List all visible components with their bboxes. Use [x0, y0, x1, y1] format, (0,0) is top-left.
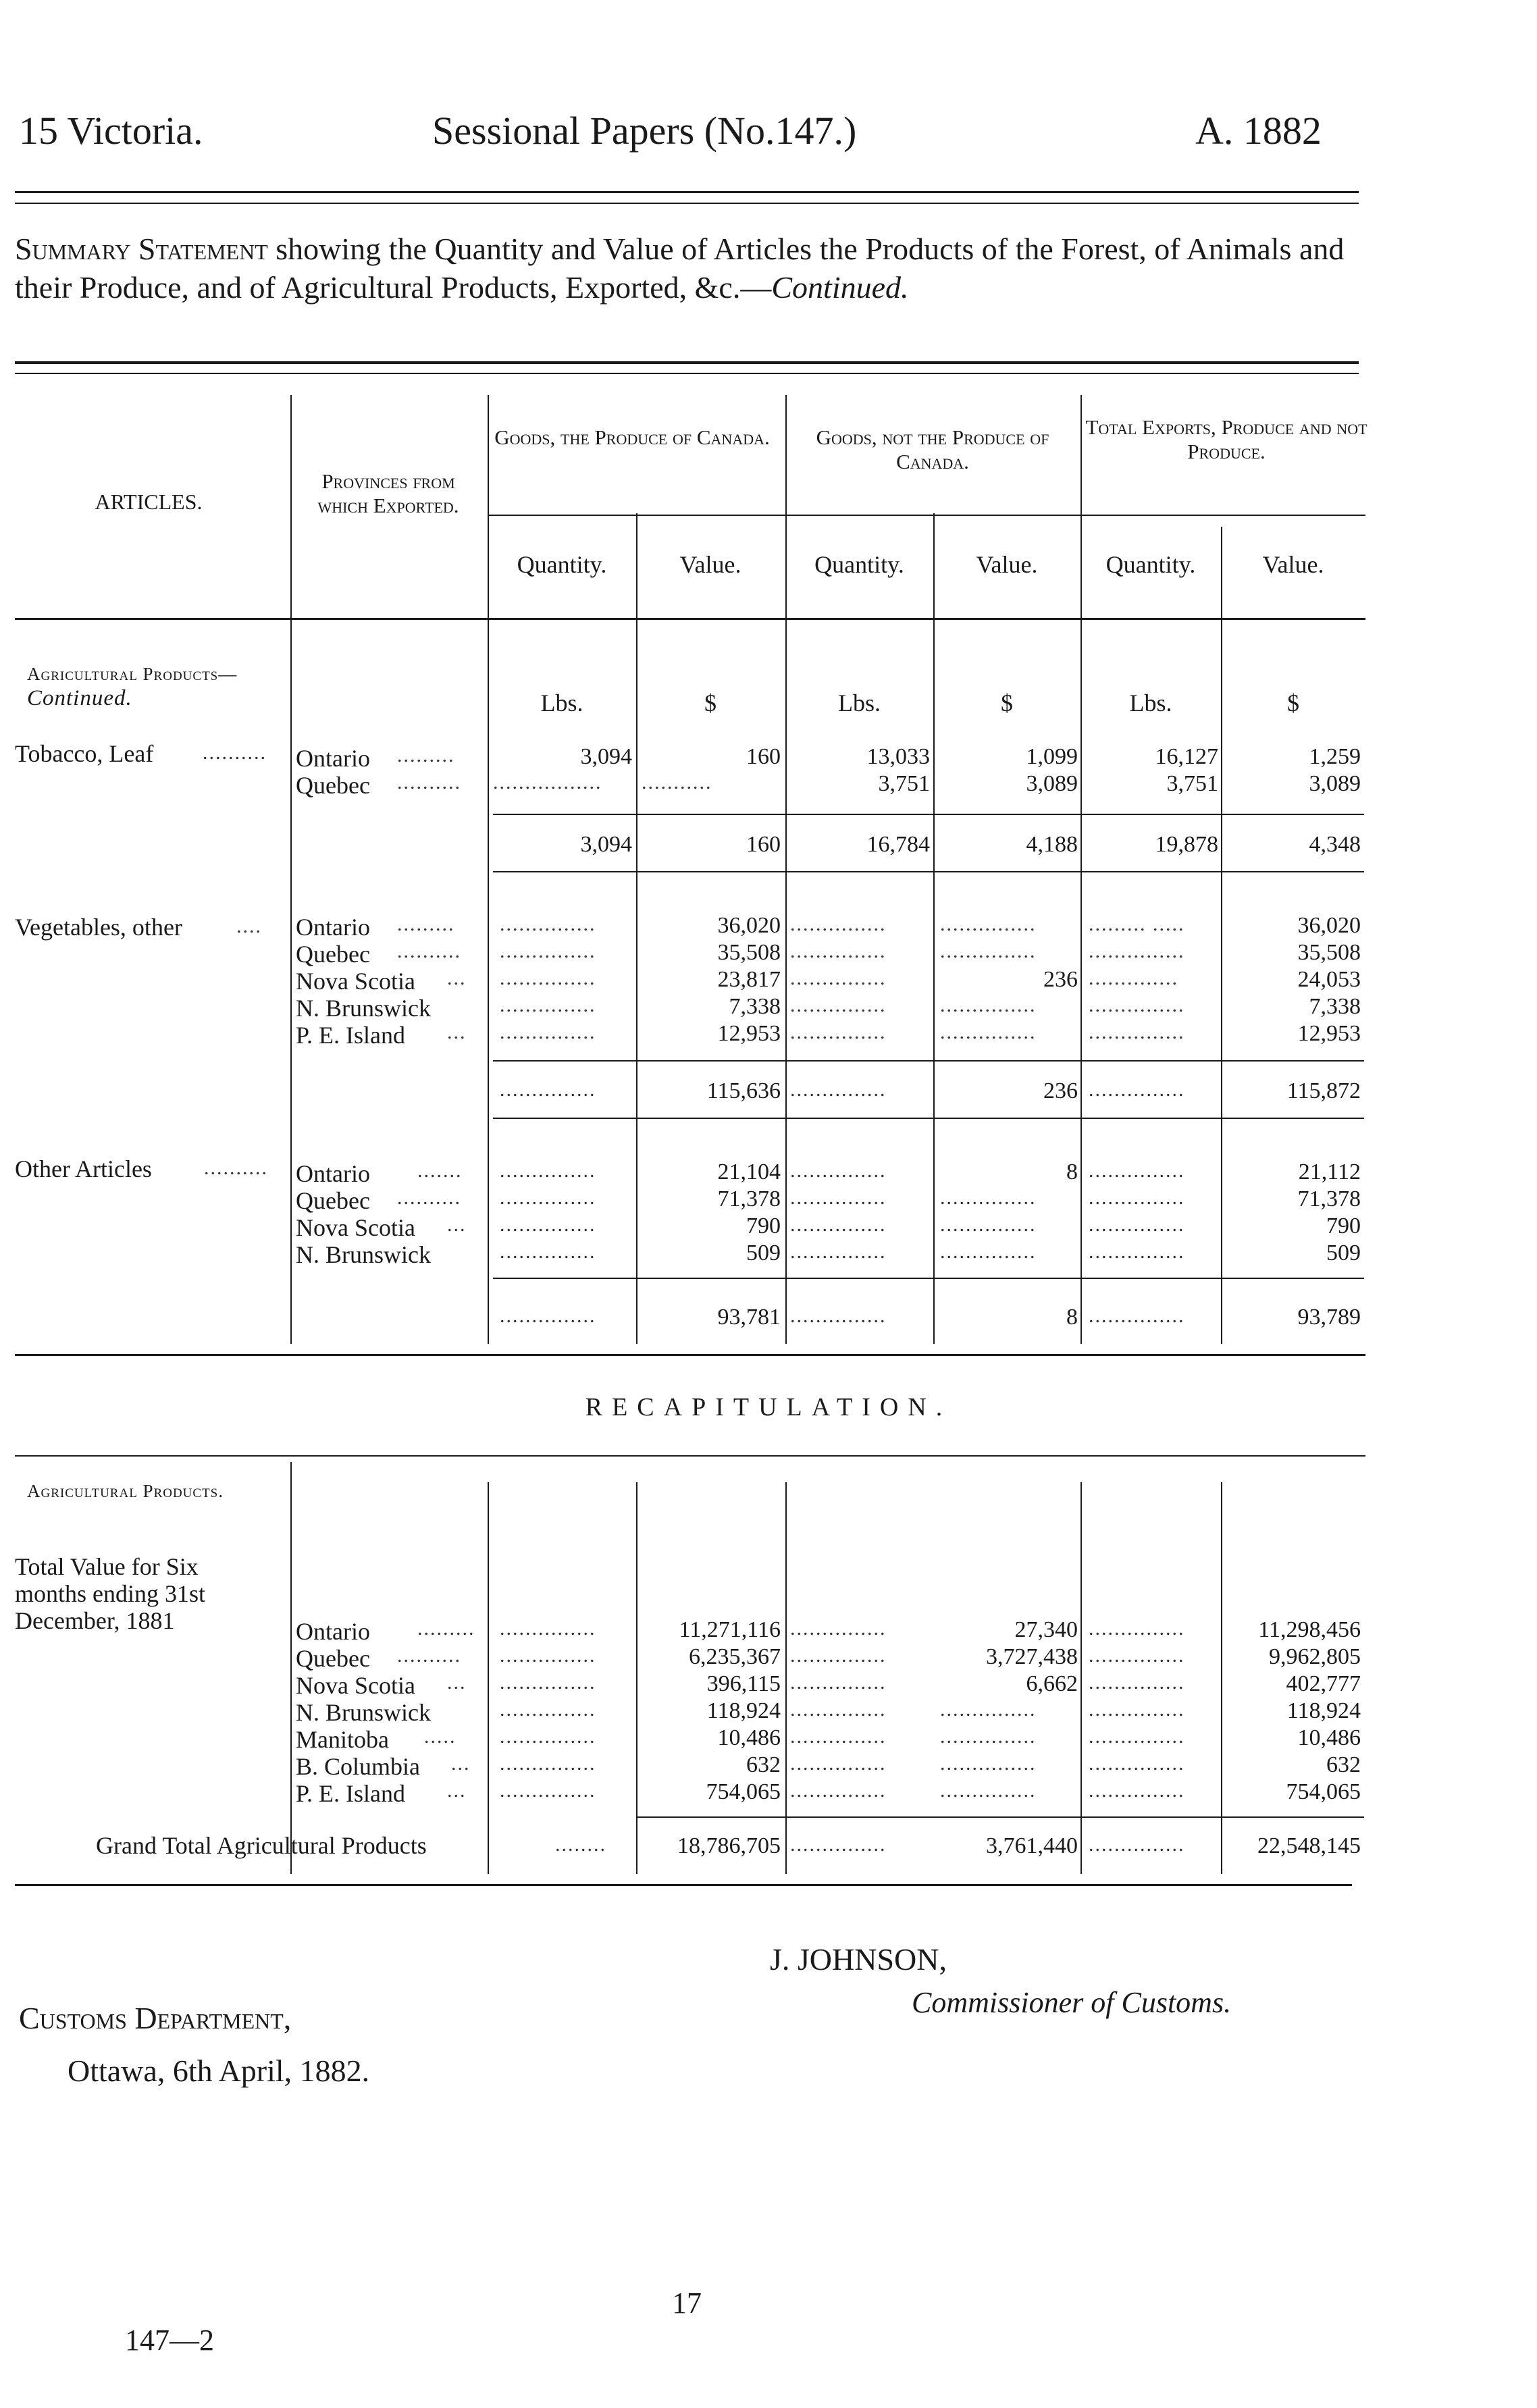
head-sub-rule [488, 515, 1365, 516]
leader-dots: ... [447, 1671, 467, 1694]
subtotal-rule [493, 1278, 1364, 1279]
cell-value: 7,338 [729, 994, 781, 1019]
subtotal-cell: 19,878 [1155, 832, 1218, 857]
col-header-goods-canada: Goods, the Produce of Canada. [494, 425, 770, 449]
signatory-title: Commissioner of Customs. [912, 1986, 1232, 2019]
col-divider [488, 395, 489, 1344]
unit-label: $ [1001, 689, 1013, 716]
cell-value: 9,962,805 [1269, 1644, 1361, 1669]
province-name: P. E. Island [296, 1780, 405, 1807]
header-center: Sessional Papers (No.147.) [432, 109, 857, 153]
leader-dots: .............. [1089, 967, 1178, 989]
leader-dots: ............... [1089, 1078, 1185, 1101]
leader-dots: ............... [790, 967, 887, 989]
cell-quantity: 3,751 [878, 771, 930, 796]
subtotal-cell: 4,188 [1026, 832, 1078, 857]
leader-dots: ............... [500, 940, 596, 962]
leader-dots: ............... [790, 1698, 887, 1721]
grand-total-cell: 22,548,145 [1257, 1833, 1361, 1858]
cell-value: 402,777 [1286, 1671, 1361, 1696]
col-divider [933, 513, 935, 1344]
province-name: Nova Scotia [296, 1672, 415, 1699]
unit-label: Lbs. [1129, 689, 1172, 716]
header-rule-2 [15, 203, 1359, 204]
cell-value: 754,065 [1286, 1779, 1361, 1804]
leader-dots: ............... [940, 1779, 1037, 1802]
leader-dots: ............... [500, 1240, 596, 1263]
recap-bottom-rule [15, 1884, 1352, 1886]
col-header-total-exports: Total Exports, Produce and not Produce. [1085, 415, 1367, 463]
province-name: Quebec [296, 1187, 370, 1214]
grand-total-cell: 3,761,440 [986, 1833, 1078, 1858]
leader-dots: ............... [790, 913, 887, 935]
province-name: Quebec [296, 1645, 370, 1672]
leader-dots: ............... [790, 994, 887, 1016]
subtotal-cell: 236 [1043, 1078, 1078, 1103]
title-rule [15, 361, 1359, 364]
unit-label: Lbs. [838, 689, 881, 716]
cell-value: 6,235,367 [689, 1644, 781, 1669]
cell-value: 35,508 [717, 940, 781, 965]
leader-dots: ............... [1089, 940, 1185, 962]
leader-dots: ... [447, 967, 467, 989]
leader-dots: ............... [940, 1021, 1037, 1043]
recap-title: RECAPITULATION. [585, 1393, 952, 1421]
leader-dots: ............... [940, 1725, 1037, 1748]
cell-value: 7,338 [1309, 994, 1361, 1019]
col-header-value: Value. [1262, 551, 1324, 578]
leader-dots: ............... [500, 1186, 596, 1209]
leader-dots: ............... [790, 1671, 887, 1694]
leader-dots: ............... [1089, 1725, 1185, 1748]
leader-dots: ............... [1089, 1752, 1185, 1775]
leader-dots: ............... [790, 1752, 887, 1775]
unit-label: $ [704, 689, 717, 716]
leader-dots: ............... [1089, 1305, 1185, 1327]
leader-dots: ... [451, 1752, 471, 1775]
col-header-goods-not-canada: Goods, not the Produce of Canada. [816, 425, 1049, 473]
cell-value: 1,099 [1026, 744, 1078, 769]
leader-dots: ......... [417, 1617, 475, 1640]
document-code: 147—2 [125, 2324, 214, 2357]
province-name: Quebec [296, 941, 370, 968]
leader-dots: ............... [790, 1078, 887, 1101]
leader-dots: ............... [1089, 1833, 1185, 1856]
cell-value: 6,662 [1026, 1671, 1078, 1696]
article-label: Other Articles [15, 1155, 152, 1182]
grand-total-rule [637, 1816, 1364, 1818]
title-continued: Continued. [771, 270, 909, 305]
subtotal-rule [493, 1060, 1364, 1062]
signatory-name: J. JOHNSON, [770, 1942, 947, 1977]
leader-dots: ............... [790, 1833, 887, 1856]
leader-dots: ............... [1089, 1779, 1185, 1802]
department-line: Customs Department, [19, 2001, 292, 2035]
col-header-quantity: Quantity. [1105, 551, 1196, 578]
cell-quantity: 13,033 [866, 744, 930, 769]
leader-dots: .......... [203, 741, 267, 764]
leader-dots: ......... [397, 913, 455, 935]
leader-dots: ............... [1089, 1213, 1185, 1236]
cell-value: 36,020 [1297, 913, 1361, 938]
cell-value: 160 [746, 744, 781, 769]
leader-dots: ......... ..... [1089, 913, 1185, 935]
leader-dots: ............... [500, 1698, 596, 1721]
leader-dots: ............... [1089, 1644, 1185, 1667]
page-number: 17 [672, 2286, 702, 2320]
province-name: Quebec [296, 772, 370, 799]
unit-label: $ [1287, 689, 1299, 716]
cell-quantity: 3,094 [580, 744, 632, 769]
cell-value: 10,486 [717, 1725, 781, 1750]
grand-total-cell: 18,786,705 [677, 1833, 781, 1858]
subtotal-cell: 93,781 [717, 1305, 781, 1330]
cell-value: 3,727,438 [986, 1644, 1078, 1669]
province-name: Ontario [296, 914, 370, 941]
col-header-value: Value. [679, 551, 741, 578]
cell-value: 24,053 [1297, 967, 1361, 992]
title-rule-2 [15, 373, 1359, 374]
leader-dots: ............... [940, 1213, 1037, 1236]
leader-dots: ............... [790, 1305, 887, 1327]
leader-dots: ......... [397, 744, 455, 766]
subtotal-cell: 16,784 [866, 832, 930, 857]
leader-dots: ............... [500, 1213, 596, 1236]
leader-dots: ............... [940, 994, 1037, 1016]
cell-quantity: 3,751 [1166, 771, 1218, 796]
subtotal-cell: 93,789 [1297, 1305, 1361, 1330]
col-divider [1080, 1482, 1082, 1874]
leader-dots: ............... [500, 1617, 596, 1640]
col-header-articles: ARTICLES. [95, 490, 203, 514]
leader-dots: ............... [500, 1078, 596, 1101]
leader-dots: ............... [940, 1698, 1037, 1721]
province-name: B. Columbia [296, 1753, 421, 1780]
leader-dots: ............... [500, 1752, 596, 1775]
cell-value: 396,115 [706, 1671, 781, 1696]
province-name: Nova Scotia [296, 968, 415, 995]
cell-value: 3,089 [1309, 771, 1361, 796]
col-divider [290, 395, 292, 1344]
province-name: P. E. Island [296, 1022, 405, 1049]
leader-dots: ............... [1089, 994, 1185, 1016]
leader-dots: ........ [555, 1833, 606, 1856]
cell-value: 36,020 [717, 913, 781, 938]
leader-dots: ............... [1089, 1698, 1185, 1721]
cell-value: 790 [1326, 1213, 1361, 1238]
cell-value: 8 [1066, 1159, 1078, 1184]
title-body: showing the Quantity and Value of Articles the Products of the Forest, of Animals and their Produce, and of Agricultural Products, Exported, &c.— [15, 232, 1345, 305]
subtotal-cell: 160 [746, 832, 781, 857]
col-divider [1080, 395, 1082, 1344]
col-divider [785, 1482, 787, 1874]
leader-dots: ... [447, 1779, 467, 1802]
leader-dots: ... [447, 1021, 467, 1043]
cell-value: 10,486 [1297, 1725, 1361, 1750]
head-rule [15, 618, 1365, 620]
col-divider [488, 1482, 489, 1874]
leader-dots: ............... [1089, 1617, 1185, 1640]
subtotal-cell: 4,348 [1309, 832, 1361, 857]
leader-dots: ........... [642, 771, 712, 793]
cell-value: 118,924 [1286, 1698, 1361, 1723]
cell-value: 11,271,116 [679, 1617, 781, 1642]
leader-dots: ....... [417, 1159, 463, 1182]
leader-dots: ............... [790, 1779, 887, 1802]
cell-value: 11,298,456 [1258, 1617, 1361, 1642]
subtotal-cell: 3,094 [580, 832, 632, 857]
leader-dots: ............... [500, 967, 596, 989]
leader-dots: ............... [940, 1240, 1037, 1263]
leader-dots: ............... [500, 1159, 596, 1182]
province-name: N. Brunswick [296, 995, 431, 1022]
leader-dots: ............... [790, 1644, 887, 1667]
leader-dots: ............... [940, 1186, 1037, 1209]
leader-dots: ............... [940, 940, 1037, 962]
leader-dots: ............... [940, 913, 1037, 935]
title-lead: Summary Statement [15, 232, 268, 266]
page-title [15, 230, 1379, 307]
header-right: A. 1882 [1195, 109, 1322, 153]
col-header-quantity: Quantity. [814, 551, 904, 578]
province-name: Ontario [296, 1160, 370, 1187]
cell-value: 27,340 [1014, 1617, 1078, 1642]
province-name: Ontario [296, 1618, 370, 1645]
leader-dots: ............... [940, 1752, 1037, 1775]
recap-rule [15, 1455, 1365, 1457]
section-heading: Agricultural Products—Continued. [27, 664, 238, 710]
cell-value: 509 [746, 1240, 781, 1265]
cell-value: 632 [746, 1752, 781, 1777]
leader-dots: ............... [500, 1725, 596, 1748]
unit-label: Lbs. [540, 689, 583, 716]
leader-dots: ............... [790, 1021, 887, 1043]
cell-quantity: 16,127 [1155, 744, 1218, 769]
header-rule [15, 191, 1359, 193]
leader-dots: ............... [500, 994, 596, 1016]
leader-dots: ............... [790, 1186, 887, 1209]
subtotal-cell: 8 [1066, 1305, 1078, 1330]
recap-heading: Agricultural Products. [27, 1481, 224, 1501]
leader-dots: .......... [204, 1157, 268, 1179]
leader-dots: ............... [790, 1617, 887, 1640]
grand-total-label: Grand Total Agricultural Products [96, 1832, 427, 1859]
province-name: Ontario [296, 745, 370, 772]
leader-dots: ............... [1089, 1159, 1185, 1182]
leader-dots: ............... [1089, 1671, 1185, 1694]
subtotal-cell: 115,636 [706, 1078, 781, 1103]
cell-value: 790 [746, 1213, 781, 1238]
cell-value: 118,924 [706, 1698, 781, 1723]
col-divider [290, 1462, 292, 1874]
cell-value: 21,112 [1298, 1159, 1361, 1184]
cell-value: 23,817 [717, 967, 781, 992]
leader-dots: .......... [397, 1644, 461, 1667]
province-name: N. Brunswick [296, 1241, 431, 1268]
cell-value: 236 [1043, 967, 1078, 992]
province-name: Manitoba [296, 1726, 389, 1753]
leader-dots: ............... [500, 1779, 596, 1802]
leader-dots: ............... [790, 1725, 887, 1748]
cell-value: 71,378 [717, 1186, 781, 1211]
leader-dots: ............... [1089, 1021, 1185, 1043]
leader-dots: ............... [1089, 1186, 1185, 1209]
cell-value: 21,104 [717, 1159, 781, 1184]
subtotal-cell: 115,872 [1286, 1078, 1361, 1103]
cell-value: 3,089 [1026, 771, 1078, 796]
cell-value: 12,953 [1297, 1021, 1361, 1046]
cell-value: 754,065 [706, 1779, 781, 1804]
cell-value: 71,378 [1297, 1186, 1361, 1211]
province-name: Nova Scotia [296, 1214, 415, 1241]
leader-dots: ............... [500, 1671, 596, 1694]
table-bottom-rule [15, 1354, 1365, 1356]
subtotal-rule [493, 814, 1364, 815]
recap-label: Total Value for Six months ending 31st December, 1881 [15, 1553, 206, 1634]
leader-dots: ............... [500, 1305, 596, 1327]
leader-dots: .... [236, 915, 262, 937]
cell-value: 509 [1326, 1240, 1361, 1265]
leader-dots: ... [447, 1213, 467, 1236]
department-date: Ottawa, 6th April, 1882. [68, 2053, 370, 2088]
cell-value: 632 [1326, 1752, 1361, 1777]
leader-dots: ................. [493, 771, 602, 793]
subtotal-rule [493, 871, 1364, 872]
leader-dots: ............... [500, 1021, 596, 1043]
col-header-provinces: Provinces from which Exported. [317, 469, 459, 517]
cell-value: 1,259 [1309, 744, 1361, 769]
header-left: 15 Victoria. [19, 109, 203, 153]
subtotal-rule [493, 1118, 1364, 1119]
col-header-value: Value. [976, 551, 1038, 578]
leader-dots: ............... [790, 940, 887, 962]
province-name: N. Brunswick [296, 1699, 431, 1726]
leader-dots: .......... [397, 940, 461, 962]
leader-dots: .......... [397, 1186, 461, 1209]
leader-dots: ............... [790, 1159, 887, 1182]
leader-dots: ............... [500, 1644, 596, 1667]
col-divider [785, 395, 787, 1344]
leader-dots: ..... [424, 1725, 457, 1748]
cell-value: 12,953 [717, 1021, 781, 1046]
article-label: Tobacco, Leaf [15, 740, 154, 767]
cell-value: 35,508 [1297, 940, 1361, 965]
leader-dots: ............... [790, 1213, 887, 1236]
leader-dots: ............... [1089, 1240, 1185, 1263]
leader-dots: ............... [790, 1240, 887, 1263]
article-label: Vegetables, other [15, 914, 182, 941]
col-header-quantity: Quantity. [517, 551, 607, 578]
leader-dots: ............... [500, 913, 596, 935]
leader-dots: .......... [397, 771, 461, 793]
